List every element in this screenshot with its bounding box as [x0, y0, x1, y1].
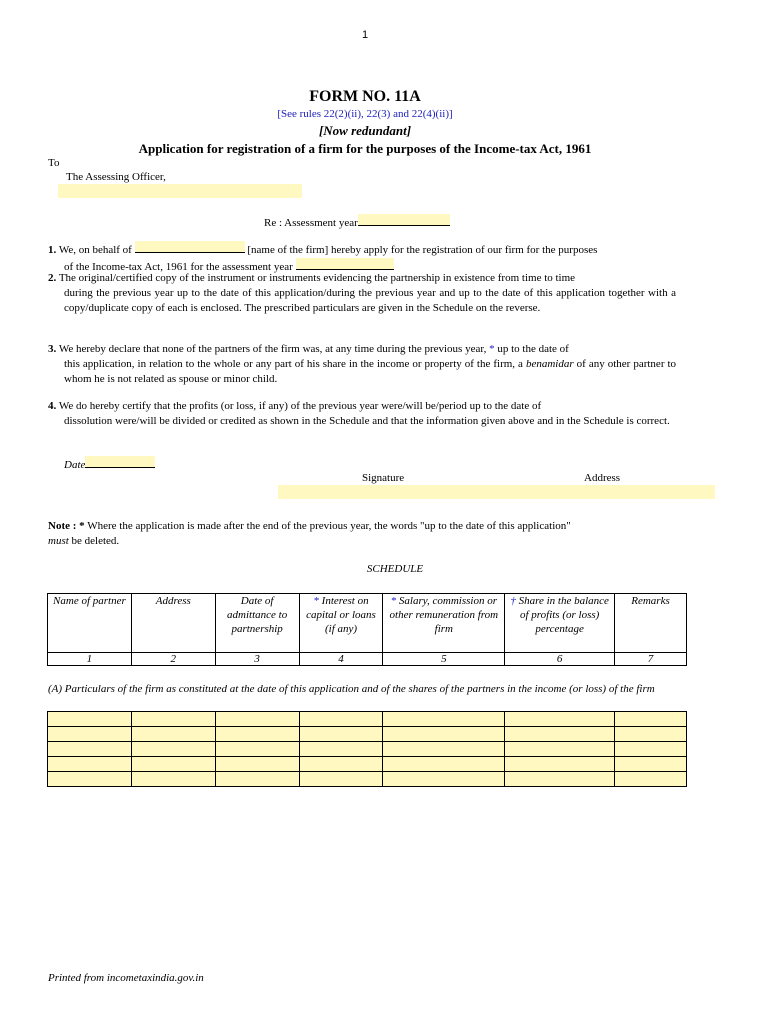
grid-cell[interactable] — [48, 727, 132, 742]
assessing-officer-field[interactable] — [58, 184, 302, 198]
grid-cell[interactable] — [299, 772, 383, 787]
schedule-header-cell — [383, 594, 505, 653]
addressee: The Assessing Officer, — [66, 171, 166, 183]
schedule-header-cell — [215, 594, 299, 653]
date-label: Date — [64, 459, 86, 471]
para1-assessment-year-field[interactable] — [296, 258, 394, 270]
para1-number: 1. — [48, 244, 57, 256]
grid-cell[interactable] — [131, 712, 215, 727]
para3-asterisk: * — [489, 343, 495, 355]
redundant-note: [Now redundant] — [318, 123, 412, 138]
grid-cell[interactable] — [215, 742, 299, 757]
schedule-header-cell — [131, 594, 215, 653]
schedule-header-row — [48, 594, 687, 653]
re-label: Re : Assessment year — [264, 217, 358, 229]
table-row — [48, 772, 687, 787]
para1-text-b: [name of the firm] hereby apply for the registration of our firm for the purposes — [247, 244, 598, 256]
grid-cell[interactable] — [383, 742, 505, 757]
para3-text-a: We hereby declare that none of the partners of the firm was, at any time during the previous year, — [58, 343, 487, 355]
grid-cell[interactable] — [299, 727, 383, 742]
grid-cell[interactable] — [215, 712, 299, 727]
schedule-number-row — [48, 653, 687, 666]
schedule-table — [47, 593, 687, 666]
para1-text-c: of the Income-tax Act, 1961 for the assessment year — [64, 261, 293, 273]
part-a-heading: (A) Particulars of the firm as constituted at the date of this application and of the shares of the partners in the income (or loss) of the firm — [48, 683, 655, 695]
grid-cell[interactable] — [215, 727, 299, 742]
schedule-header-cell — [299, 594, 383, 653]
col-marker: † — [510, 595, 516, 607]
note-text-b: be deleted. — [71, 535, 120, 547]
schedule-title: SCHEDULE — [366, 563, 424, 575]
assessment-year-field[interactable] — [358, 214, 450, 226]
col-label: Interest on capital or loans (if any) — [306, 595, 376, 635]
page-number: 1 — [361, 29, 369, 41]
grid-cell[interactable] — [615, 772, 687, 787]
grid-cell[interactable] — [48, 757, 132, 772]
paragraph-4 — [48, 399, 676, 429]
para2-number: 2. — [48, 272, 57, 284]
signature-address-field[interactable] — [278, 485, 715, 499]
footer-source: Printed from incometaxindia.gov.in — [48, 972, 204, 984]
table-row — [48, 712, 687, 727]
col-number: 2 — [131, 653, 215, 666]
para3-number: 3. — [48, 343, 57, 355]
grid-cell[interactable] — [299, 742, 383, 757]
grid-cell[interactable] — [505, 772, 615, 787]
grid-cell[interactable] — [48, 712, 132, 727]
para1-text-a: We, on behalf of — [58, 244, 132, 256]
grid-cell[interactable] — [131, 742, 215, 757]
signature-label: Signature — [362, 472, 405, 484]
table-row — [48, 727, 687, 742]
grid-cell[interactable] — [505, 757, 615, 772]
address-label: Address — [584, 472, 621, 484]
para4-number: 4. — [48, 400, 57, 412]
grid-cell[interactable] — [131, 757, 215, 772]
grid-cell[interactable] — [383, 727, 505, 742]
col-marker: * — [390, 595, 397, 607]
col-number: 6 — [505, 653, 615, 666]
note-must: must — [48, 535, 69, 547]
grid-cell[interactable] — [299, 757, 383, 772]
grid-cell[interactable] — [383, 712, 505, 727]
grid-cell[interactable] — [383, 772, 505, 787]
firm-name-field[interactable] — [135, 241, 245, 253]
col-number: 7 — [615, 653, 687, 666]
grid-cell[interactable] — [615, 727, 687, 742]
grid-cell[interactable] — [615, 757, 687, 772]
rules-reference: [See rules 22(2)(ii), 22(3) and 22(4)(ii)] — [277, 108, 453, 120]
paragraph-2 — [48, 271, 676, 316]
col-number: 4 — [299, 653, 383, 666]
para2-text-b: during the previous year up to the date of this application/during the previous year and up to the date of this application together with a copy/duplicate copy of each is enclosed. The prescribed particulars are given in the Schedule on the reverse. — [64, 287, 676, 314]
para4-text-b: dissolution were/will be divided or credited as shown in the Schedule and that the information given above and in the Schedule is correct. — [64, 415, 670, 427]
note-label: Note : * — [48, 520, 85, 532]
paragraph-3 — [48, 342, 676, 387]
col-number: 1 — [48, 653, 132, 666]
grid-cell[interactable] — [383, 757, 505, 772]
grid-cell[interactable] — [48, 772, 132, 787]
table-row — [48, 757, 687, 772]
date-line — [64, 456, 155, 471]
assessment-year-line — [264, 214, 450, 229]
col-label: Address — [155, 595, 191, 607]
col-label: Name of partner — [53, 595, 126, 607]
grid-cell[interactable] — [615, 712, 687, 727]
grid-cell[interactable] — [505, 727, 615, 742]
grid-cell[interactable] — [505, 712, 615, 727]
col-marker: * — [313, 595, 319, 607]
schedule-header-cell — [48, 594, 132, 653]
grid-cell[interactable] — [131, 772, 215, 787]
date-field[interactable] — [85, 456, 155, 468]
col-label: Remarks — [631, 595, 670, 607]
para3-text-d: of — [576, 358, 586, 370]
grid-cell[interactable] — [505, 742, 615, 757]
schedule-header-cell — [615, 594, 687, 653]
grid-cell[interactable] — [615, 742, 687, 757]
form-subtitle: Application for registration of a firm for the purposes of the Income-tax Act, 1961 — [138, 141, 592, 156]
grid-cell[interactable] — [131, 727, 215, 742]
table-row — [48, 742, 687, 757]
col-number: 5 — [383, 653, 505, 666]
col-label: Date of admittance to partnership — [227, 595, 288, 635]
benamidar-term: benamidar — [525, 358, 574, 370]
grid-cell[interactable] — [215, 772, 299, 787]
note — [48, 519, 678, 549]
schedule-header-cell — [505, 594, 615, 653]
paragraph-1 — [48, 241, 676, 275]
para3-text-c: this application, in relation to the whole or any part of his share in the income or property of the firm, a — [64, 358, 523, 370]
para4-text-a: We do hereby certify that the profits (or loss, if any) of the previous year were/will be/period up to the date of — [58, 400, 542, 412]
col-label: Salary, commission or other remuneration from firm — [389, 595, 499, 635]
col-number: 3 — [215, 653, 299, 666]
col-label: Share in the balance of profits (or loss) percentage — [518, 595, 609, 635]
grid-cell[interactable] — [299, 712, 383, 727]
para2-text-a: The original/certified copy of the instrument or instruments evidencing the partnership in existence from time to time — [58, 272, 576, 284]
grid-cell[interactable] — [215, 757, 299, 772]
para3-text-b: up to the date of — [497, 343, 569, 355]
to-label: To — [48, 157, 60, 169]
grid-cell[interactable] — [48, 742, 132, 757]
particulars-grid — [47, 711, 687, 787]
para3-text-e: any other partner to whom he is not related as spouse or minor child. — [64, 358, 677, 385]
form-title: FORM NO. 11A — [309, 88, 421, 105]
note-text-a: Where the application is made after the end of the previous year, the words "up to the date of this application" — [87, 520, 571, 532]
